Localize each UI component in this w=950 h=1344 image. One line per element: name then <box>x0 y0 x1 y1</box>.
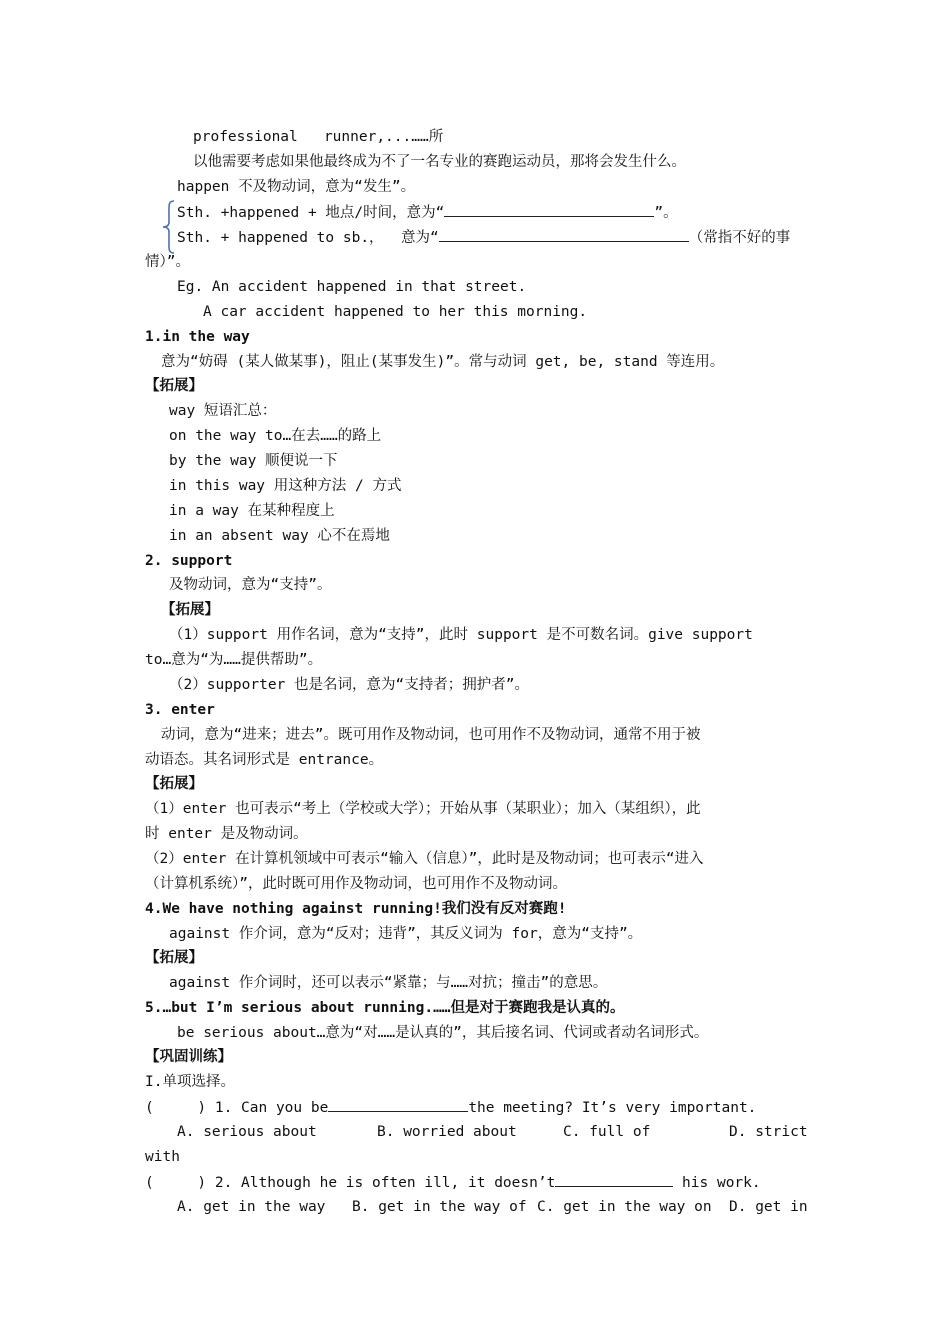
section-5-meaning: be serious about…意为“对……是认真的”，其后接名词、代词或者动名词形式。 <box>177 1025 709 1041</box>
practice-heading: 【巩固训练】 <box>145 1049 232 1065</box>
brace-icon <box>162 200 176 254</box>
happen-rule-2-continued: 情）”。 <box>145 254 190 270</box>
section-2-point-2: （2）supporter 也是名词，意为“支持者；拥护者”。 <box>169 677 529 693</box>
happen-example-1: Eg. An accident happened in that street. <box>177 279 527 295</box>
happen-rule-2: Sth. + happened to sb.， 意为“ （常指不好的事 <box>177 227 790 248</box>
way-phrase-item: on the way to…在去……的路上 <box>169 428 382 444</box>
section-1-meaning: 意为“妨碍 (某人做某事)，阻止(某事发生)”。常与动词 get, be, stand 等连用。 <box>161 354 725 370</box>
way-phrase-item: in a way 在某种程度上 <box>169 503 335 519</box>
question-2-option-b: B. get in the way of <box>352 1199 527 1215</box>
section-3-point-2: （2）enter 在计算机领域中可表示“输入（信息）”，此时是及物动词；也可表示“进入 <box>145 851 704 867</box>
question-2-option-d: D. get in <box>729 1199 808 1215</box>
section-4-extension-label: 【拓展】 <box>145 950 203 966</box>
question-1-option-a: A. serious about <box>177 1124 317 1140</box>
question-1: ( ) 1. Can you be the meeting? It’s very important. <box>145 1097 756 1118</box>
happen-definition: happen 不及物动词，意为“发生”。 <box>177 179 416 195</box>
way-phrase-item: in an absent way 心不在焉地 <box>169 528 390 544</box>
section-3-point-2-continued: （计算机系统）”，此时既可用作及物动词，也可用作不及物动词。 <box>145 876 567 892</box>
question-1-option-d: D. strict <box>729 1124 808 1140</box>
way-phrase-item: way 短语汇总： <box>169 403 277 419</box>
practice-subheading: I.单项选择。 <box>145 1074 235 1090</box>
section-2-extension-label: 【拓展】 <box>161 602 219 618</box>
section-3-heading: 3. enter <box>145 702 215 718</box>
question-1-option-d-continued: with <box>145 1149 180 1165</box>
section-1-extension-label: 【拓展】 <box>145 378 203 394</box>
section-2-meaning: 及物动词，意为“支持”。 <box>169 577 332 593</box>
question-1-option-b: B. worried about <box>377 1124 517 1140</box>
section-3-extension-label: 【拓展】 <box>145 776 203 792</box>
section-1-heading: 1.in the way <box>145 329 250 345</box>
question-2: ( ) 2. Although he is often ill, it doesn’t his work. <box>145 1172 761 1193</box>
intro-line-2: 以他需要考虑如果他最终成为不了一名专业的赛跑运动员，那将会发生什么。 <box>193 154 686 170</box>
answer-blank[interactable] <box>444 202 654 217</box>
section-5-heading: 5.…but I’m serious about running.……但是对于赛跑我是认真的。 <box>145 1000 625 1016</box>
answer-blank[interactable] <box>328 1097 468 1112</box>
section-2-point-1: （1）support 用作名词，意为“支持”，此时 support 是不可数名词。give support <box>169 627 753 643</box>
section-2-point-1-continued: to…意为“为……提供帮助”。 <box>145 652 323 668</box>
happen-example-2: A car accident happened to her this morning. <box>203 304 588 320</box>
answer-blank[interactable] <box>555 1172 673 1187</box>
happen-rule-1: Sth. +happened + 地点/时间，意为“ ”。 <box>177 202 678 223</box>
section-4-meaning: against 作介词，意为“反对；违背”，其反义词为 for，意为“支持”。 <box>169 926 643 942</box>
answer-blank[interactable] <box>439 227 689 242</box>
way-phrase-item: in this way 用这种方法 / 方式 <box>169 478 402 494</box>
section-3-point-1-continued: 时 enter 是及物动词。 <box>145 826 308 842</box>
section-3-meaning: 动词，意为“进来；进去”。既可用作及物动词，也可用作不及物动词，通常不用于被 <box>161 727 701 743</box>
question-2-option-c: C. get in the way on <box>537 1199 712 1215</box>
section-3-point-1: （1）enter 也可表示“考上（学校或大学）；开始从事（某职业）；加入（某组织），此 <box>145 801 701 817</box>
way-phrase-item: by the way 顺便说一下 <box>169 453 338 469</box>
question-1-option-c: C. full of <box>563 1124 651 1140</box>
question-2-option-a: A. get in the way <box>177 1199 326 1215</box>
section-4-point-1: against 作介词时，还可以表示“紧靠；与……对抗；撞击”的意思。 <box>169 975 608 991</box>
intro-line-1: professional runner,...……所 <box>193 129 444 145</box>
section-2-heading: 2. support <box>145 553 233 569</box>
section-4-heading: 4.We have nothing against running!我们没有反对赛跑! <box>145 901 567 917</box>
section-3-meaning-continued: 动语态。其名词形式是 entrance。 <box>145 752 384 768</box>
